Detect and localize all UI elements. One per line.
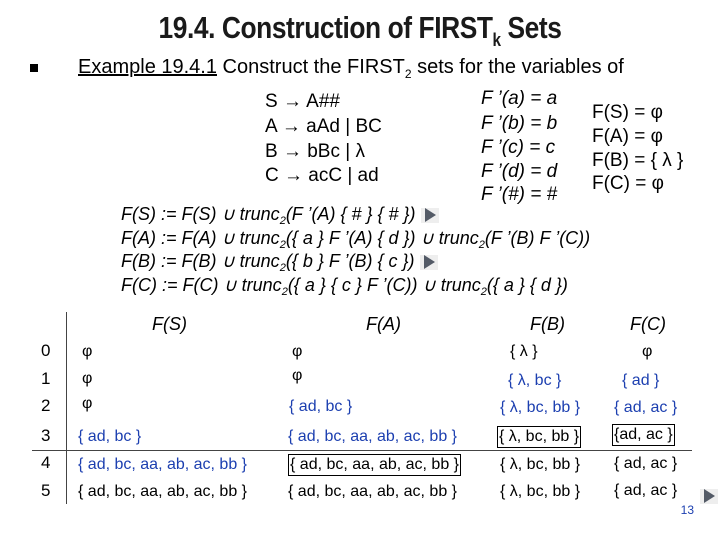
cell-fa: { ad, bc, aa, ab, ac, bb } — [288, 428, 458, 445]
grammar-rule-b: B → bBc | λ — [265, 141, 365, 162]
cell-fa: { ad, bc } — [289, 398, 353, 415]
slide-title — [54, 10, 666, 51]
cell-fc: { ad, ac } — [614, 455, 678, 472]
cell-fc: { ad, ac } — [614, 399, 678, 416]
cell-fs: { ad, bc, aa, ab, ac, bb } — [78, 456, 248, 473]
table-divider — [32, 450, 692, 451]
cell-fs: φ — [82, 370, 93, 387]
col-header-fs: F(S) — [152, 314, 187, 334]
initial-fa: F(A) = φ — [592, 126, 663, 147]
title-end: Sets — [500, 10, 562, 45]
initial-fc: F(C) = φ — [592, 173, 664, 194]
cell-fa: φ — [292, 367, 303, 384]
cell-fb: { λ, bc, bb } — [500, 483, 581, 500]
play-arrow-icon[interactable] — [420, 255, 438, 270]
initial-fs: F(S) = φ — [592, 102, 663, 123]
bullet-square-icon — [30, 64, 38, 72]
row-index: 5 — [41, 481, 51, 500]
grammar-rule-c: C → acC | ad — [265, 165, 379, 186]
fprime-hash: F ’(#) = # — [481, 184, 558, 205]
cell-fc: φ — [642, 343, 653, 360]
cell-fc: { ad } — [622, 372, 660, 389]
cell-fb: { λ, bc, bb } — [500, 399, 581, 416]
fprime-a: F ’(a) = a — [481, 88, 558, 109]
col-header-fa: F(A) — [366, 314, 401, 334]
fprime-b: F ’(b) = b — [481, 113, 558, 134]
initial-fb: F(B) = { λ } — [592, 150, 684, 171]
cell-fa-boxed: { ad, bc, aa, ab, ac, bb } — [290, 456, 460, 473]
cell-fb: { λ } — [510, 343, 538, 360]
play-arrow-icon[interactable] — [421, 208, 439, 223]
row-index: 2 — [41, 396, 51, 415]
fprime-d: F ’(d) = d — [481, 161, 558, 182]
table-divider — [66, 312, 67, 504]
title-subscript: k — [492, 30, 501, 50]
col-header-fb: F(B) — [530, 314, 565, 334]
example-bold: FIRST — [347, 56, 405, 78]
example-line — [78, 56, 624, 81]
fprime-c: F ’(c) = c — [481, 137, 556, 158]
cell-fc-boxed: {ad, ac } — [614, 426, 673, 443]
cell-fb: { λ, bc, bb } — [500, 456, 581, 473]
cell-fs: φ — [82, 395, 93, 412]
col-header-fc: F(C) — [630, 314, 666, 334]
equation-fs: F(S) := F(S) ∪ trunc$_2$(F ’(A) { # } { # }) — [121, 204, 439, 227]
equation-fa: F(A) := F(A) ∪ trunc$_2$({ a } F ’(A) { d }) ∪ trunc$_2$(F ’(B) F ’(C)) — [121, 228, 591, 251]
cell-fc: { ad, ac } — [614, 482, 678, 499]
equation-fb: F(B) := F(B) ∪ trunc$_2$({ b } F ’(B) { c }) — [121, 251, 438, 274]
title-main: 19.4. Construction of FIRST — [158, 10, 493, 45]
cell-fa: φ — [292, 343, 303, 360]
grammar-rule-s: S → A## — [265, 91, 340, 112]
equation-fc: F(C) := F(C) ∪ trunc$_2$({ a } { c } F ’(C)) ∪ trunc$_2$({ a } { d }) — [121, 275, 568, 298]
cell-fa: { ad, bc, aa, ab, ac, bb } — [288, 483, 458, 500]
cell-fb: { λ, bc } — [508, 372, 562, 389]
cell-fs: { ad, bc, aa, ab, ac, bb } — [78, 483, 248, 500]
page-number: 13 — [680, 503, 694, 517]
row-index: 0 — [41, 341, 51, 360]
example-end: sets for the variables of — [411, 56, 624, 78]
example-text: Construct the — [216, 56, 348, 78]
grammar-rule-a: A → aAd | BC — [265, 116, 382, 137]
cell-fb-boxed: { λ, bc, bb } — [499, 428, 580, 445]
example-subscript: 2 — [404, 67, 412, 81]
row-index: 3 — [41, 426, 51, 445]
row-index: 1 — [41, 369, 51, 388]
row-index: 4 — [41, 453, 51, 472]
play-arrow-icon[interactable] — [700, 489, 718, 504]
example-link[interactable]: Example 19.4.1 — [78, 56, 217, 78]
cell-fs: { ad, bc } — [78, 428, 142, 445]
cell-fs: φ — [82, 343, 93, 360]
